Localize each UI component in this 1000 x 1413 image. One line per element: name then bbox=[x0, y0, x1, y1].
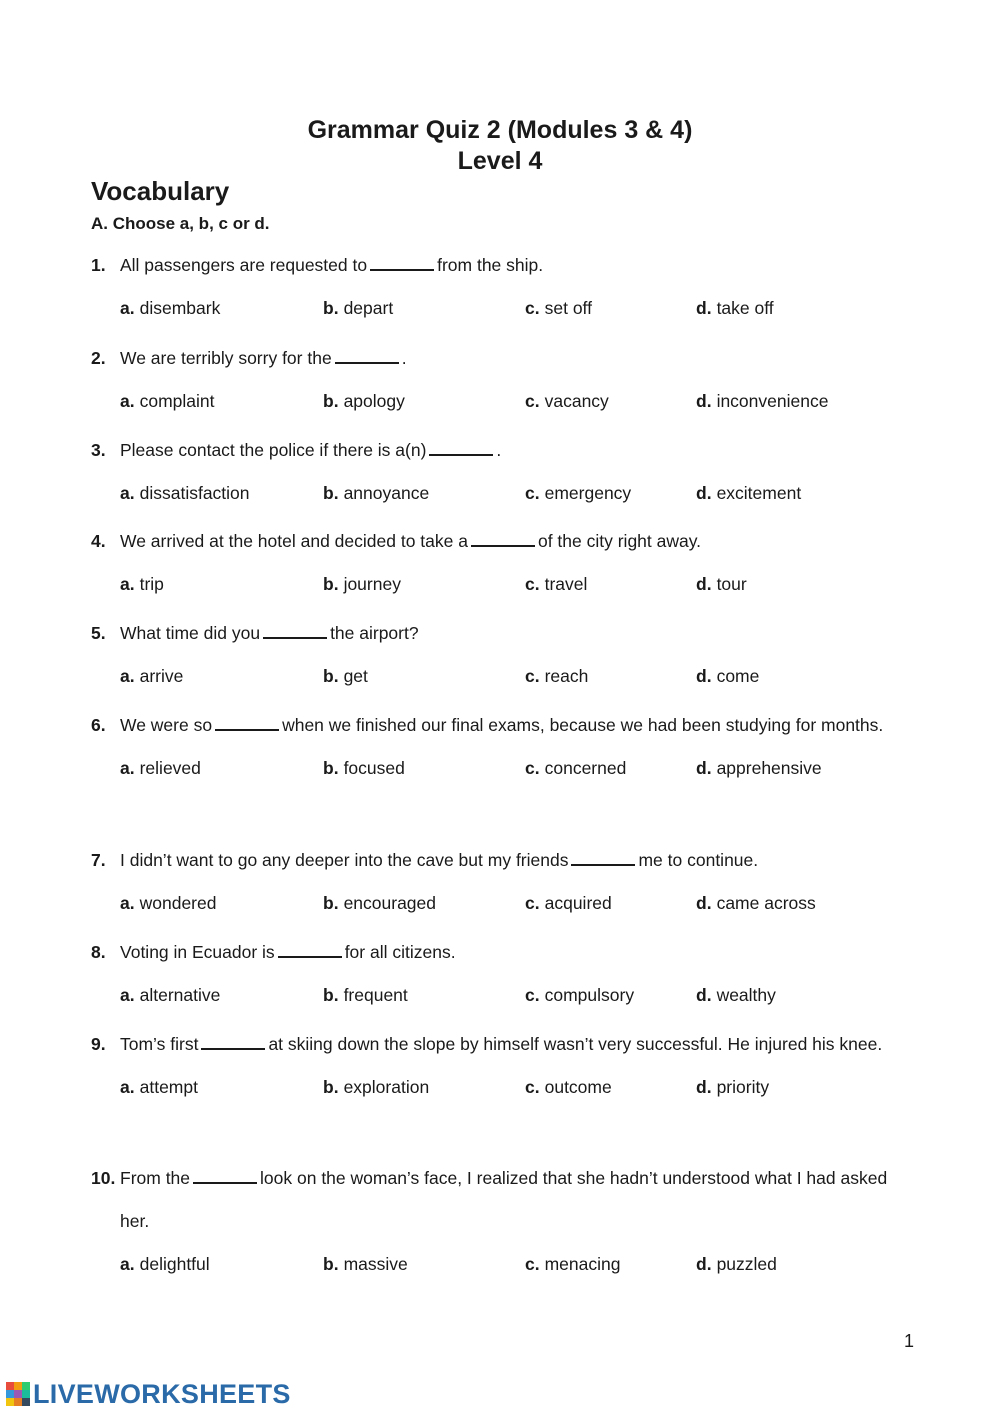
option-d[interactable] bbox=[696, 563, 747, 606]
answer-blank[interactable] bbox=[215, 712, 279, 731]
option-b[interactable] bbox=[323, 882, 436, 925]
option-text: apology bbox=[343, 391, 405, 411]
question-stem bbox=[91, 429, 911, 472]
option-text: outcome bbox=[544, 1077, 612, 1097]
question-text-before: All passengers are requested to bbox=[120, 255, 368, 275]
option-text: disembark bbox=[139, 298, 221, 318]
option-letter: b. bbox=[323, 298, 339, 318]
option-letter: d. bbox=[696, 1077, 712, 1097]
option-text: complaint bbox=[139, 391, 215, 411]
option-a[interactable] bbox=[120, 563, 164, 606]
option-c[interactable] bbox=[525, 655, 588, 698]
answer-options bbox=[91, 563, 911, 606]
question-stem bbox=[91, 839, 911, 882]
answer-blank[interactable] bbox=[278, 939, 342, 958]
option-letter: d. bbox=[696, 985, 712, 1005]
option-letter: d. bbox=[696, 298, 712, 318]
liveworksheets-logo bbox=[6, 1380, 291, 1408]
option-a[interactable] bbox=[120, 974, 220, 1017]
option-c[interactable] bbox=[525, 974, 634, 1017]
option-text: come bbox=[716, 666, 760, 686]
option-c[interactable] bbox=[525, 882, 612, 925]
option-text: apprehensive bbox=[716, 758, 822, 778]
option-letter: d. bbox=[696, 391, 712, 411]
answer-options bbox=[91, 655, 911, 698]
option-b[interactable] bbox=[323, 1243, 408, 1286]
option-text: depart bbox=[343, 298, 394, 318]
answer-blank[interactable] bbox=[471, 528, 535, 547]
logo-square bbox=[14, 1382, 22, 1390]
option-letter: b. bbox=[323, 666, 339, 686]
question-number: 10. bbox=[91, 1168, 116, 1188]
option-letter: d. bbox=[696, 893, 712, 913]
option-letter: c. bbox=[525, 666, 540, 686]
option-text: wealthy bbox=[716, 985, 776, 1005]
question-stem bbox=[91, 337, 911, 380]
logo-square bbox=[6, 1382, 14, 1390]
option-text: set off bbox=[544, 298, 592, 318]
option-text: arrive bbox=[139, 666, 184, 686]
option-a[interactable] bbox=[120, 472, 250, 515]
option-letter: b. bbox=[323, 574, 339, 594]
answer-options bbox=[91, 1243, 911, 1286]
question-text-after: at skiing down the slope by himself wasn’t very successful. He injured his knee. bbox=[268, 1034, 883, 1054]
logo-text: LIVEWORKSHEETS bbox=[33, 1378, 291, 1409]
option-b[interactable] bbox=[323, 472, 429, 515]
option-text: menacing bbox=[544, 1254, 621, 1274]
question-text-after: me to continue. bbox=[638, 850, 759, 870]
option-letter: c. bbox=[525, 298, 540, 318]
answer-options bbox=[91, 747, 911, 790]
option-text: compulsory bbox=[544, 985, 635, 1005]
option-letter: c. bbox=[525, 985, 540, 1005]
option-text: annoyance bbox=[343, 483, 430, 503]
question-text-before: What time did you bbox=[120, 623, 261, 643]
option-a[interactable] bbox=[120, 655, 183, 698]
question-text-before: Please contact the police if there is a(n) bbox=[120, 440, 427, 460]
question-number: 3. bbox=[91, 440, 106, 460]
option-text: concerned bbox=[544, 758, 627, 778]
question-3 bbox=[91, 429, 911, 515]
question-number: 9. bbox=[91, 1034, 106, 1054]
option-text: encouraged bbox=[343, 893, 437, 913]
question-text-before: Voting in Ecuador is bbox=[120, 942, 275, 962]
answer-options bbox=[91, 472, 911, 515]
section-instruction: A. Choose a, b, c or d. bbox=[91, 214, 270, 233]
option-a[interactable] bbox=[120, 380, 215, 423]
question-text-after: . bbox=[496, 440, 502, 460]
option-letter: a. bbox=[120, 298, 135, 318]
option-text: acquired bbox=[544, 893, 612, 913]
option-text: reach bbox=[544, 666, 589, 686]
option-text: puzzled bbox=[716, 1254, 777, 1274]
answer-options bbox=[91, 287, 911, 330]
option-text: emergency bbox=[544, 483, 632, 503]
option-text: came across bbox=[716, 893, 816, 913]
answer-options bbox=[91, 974, 911, 1017]
option-letter: c. bbox=[525, 391, 540, 411]
question-10 bbox=[91, 1157, 911, 1286]
logo-square bbox=[14, 1398, 22, 1406]
answer-blank[interactable] bbox=[335, 345, 399, 364]
option-text: delightful bbox=[139, 1254, 210, 1274]
option-text: wondered bbox=[139, 893, 217, 913]
option-letter: d. bbox=[696, 666, 712, 686]
option-text: frequent bbox=[343, 985, 408, 1005]
question-number: 2. bbox=[91, 348, 106, 368]
question-stem bbox=[91, 520, 911, 563]
option-letter: c. bbox=[525, 574, 540, 594]
option-b[interactable] bbox=[323, 1066, 429, 1109]
question-9 bbox=[91, 1023, 911, 1109]
page-number: 1 bbox=[904, 1331, 915, 1351]
option-letter: d. bbox=[696, 758, 712, 778]
question-text-before: Tom’s first bbox=[120, 1034, 199, 1054]
question-text-before: We were so bbox=[120, 715, 213, 735]
option-letter: b. bbox=[323, 483, 339, 503]
option-text: journey bbox=[343, 574, 401, 594]
option-d[interactable] bbox=[696, 472, 801, 515]
option-c[interactable] bbox=[525, 563, 587, 606]
option-c[interactable] bbox=[525, 1066, 612, 1109]
option-letter: b. bbox=[323, 1254, 339, 1274]
question-number: 1. bbox=[91, 255, 106, 275]
question-text-after: for all citizens. bbox=[344, 942, 456, 962]
question-6 bbox=[91, 704, 911, 790]
question-4 bbox=[91, 520, 911, 606]
option-c[interactable] bbox=[525, 472, 631, 515]
answer-options bbox=[91, 1066, 911, 1109]
question-stem bbox=[91, 1157, 911, 1243]
option-c[interactable] bbox=[525, 1243, 621, 1286]
option-letter: a. bbox=[120, 893, 135, 913]
answer-blank[interactable] bbox=[193, 1165, 257, 1184]
question-5 bbox=[91, 612, 911, 698]
question-8 bbox=[91, 931, 911, 1017]
option-letter: c. bbox=[525, 483, 540, 503]
question-number: 4. bbox=[91, 531, 106, 551]
option-d[interactable] bbox=[696, 882, 816, 925]
option-letter: a. bbox=[120, 758, 135, 778]
question-text-after: the airport? bbox=[330, 623, 419, 643]
answer-blank[interactable] bbox=[429, 437, 493, 456]
option-text: alternative bbox=[139, 985, 221, 1005]
option-text: priority bbox=[716, 1077, 770, 1097]
answer-blank[interactable] bbox=[571, 847, 635, 866]
question-text-after: of the city right away. bbox=[537, 531, 702, 551]
question-text-after: when we finished our final exams, because we had been studying for months. bbox=[282, 715, 884, 735]
option-a[interactable] bbox=[120, 1066, 198, 1109]
question-stem bbox=[91, 704, 911, 747]
option-b[interactable] bbox=[323, 974, 408, 1017]
option-text: excitement bbox=[716, 483, 802, 503]
answer-blank[interactable] bbox=[370, 252, 434, 271]
option-letter: b. bbox=[323, 1077, 339, 1097]
option-d[interactable] bbox=[696, 1066, 769, 1109]
question-text-before: We are terribly sorry for the bbox=[120, 348, 332, 368]
option-letter: a. bbox=[120, 985, 135, 1005]
logo-square bbox=[6, 1390, 14, 1398]
quiz-title: Grammar Quiz 2 (Modules 3 & 4) bbox=[307, 116, 693, 144]
option-letter: b. bbox=[323, 893, 339, 913]
option-b[interactable] bbox=[323, 287, 393, 330]
option-letter: b. bbox=[323, 758, 339, 778]
logo-mark-icon bbox=[6, 1382, 30, 1406]
question-2 bbox=[91, 337, 911, 423]
option-letter: a. bbox=[120, 574, 135, 594]
question-text-before: We arrived at the hotel and decided to take a bbox=[120, 531, 468, 551]
option-letter: b. bbox=[323, 391, 339, 411]
question-number: 6. bbox=[91, 715, 106, 735]
option-text: focused bbox=[343, 758, 405, 778]
option-text: relieved bbox=[139, 758, 201, 778]
question-stem bbox=[91, 244, 911, 287]
option-letter: c. bbox=[525, 1254, 540, 1274]
answer-options bbox=[91, 882, 911, 925]
option-a[interactable] bbox=[120, 287, 220, 330]
option-text: dissatisfaction bbox=[139, 483, 250, 503]
option-letter: d. bbox=[696, 483, 712, 503]
option-text: attempt bbox=[139, 1077, 198, 1097]
option-a[interactable] bbox=[120, 747, 201, 790]
option-letter: d. bbox=[696, 574, 712, 594]
option-text: take off bbox=[716, 298, 774, 318]
option-c[interactable] bbox=[525, 380, 609, 423]
option-letter: a. bbox=[120, 1077, 135, 1097]
option-d[interactable] bbox=[696, 287, 774, 330]
option-a[interactable] bbox=[120, 882, 216, 925]
logo-square bbox=[6, 1398, 14, 1406]
option-c[interactable] bbox=[525, 287, 592, 330]
logo-square bbox=[22, 1398, 30, 1406]
option-d[interactable] bbox=[696, 380, 828, 423]
question-text-after: . bbox=[401, 348, 407, 368]
option-letter: c. bbox=[525, 893, 540, 913]
option-letter: c. bbox=[525, 1077, 540, 1097]
question-1 bbox=[91, 244, 911, 330]
logo-square bbox=[22, 1390, 30, 1398]
option-text: tour bbox=[716, 574, 747, 594]
answer-blank[interactable] bbox=[263, 620, 327, 639]
option-b[interactable] bbox=[323, 380, 405, 423]
option-d[interactable] bbox=[696, 1243, 777, 1286]
option-b[interactable] bbox=[323, 563, 401, 606]
option-text: exploration bbox=[343, 1077, 430, 1097]
option-letter: a. bbox=[120, 1254, 135, 1274]
question-number: 8. bbox=[91, 942, 106, 962]
answer-options bbox=[91, 380, 911, 423]
option-letter: a. bbox=[120, 666, 135, 686]
option-text: inconvenience bbox=[716, 391, 829, 411]
option-text: travel bbox=[544, 574, 588, 594]
option-b[interactable] bbox=[323, 655, 368, 698]
quiz-level: Level 4 bbox=[457, 147, 543, 175]
option-d[interactable] bbox=[696, 974, 776, 1017]
option-text: vacancy bbox=[544, 391, 609, 411]
question-stem bbox=[91, 612, 911, 655]
option-letter: c. bbox=[525, 758, 540, 778]
question-number: 7. bbox=[91, 850, 106, 870]
question-text-before: From the bbox=[120, 1168, 191, 1188]
logo-square bbox=[22, 1382, 30, 1390]
option-text: get bbox=[343, 666, 368, 686]
option-letter: b. bbox=[323, 985, 339, 1005]
question-stem bbox=[91, 1023, 911, 1066]
option-c[interactable] bbox=[525, 747, 626, 790]
option-letter: d. bbox=[696, 1254, 712, 1274]
option-a[interactable] bbox=[120, 1243, 210, 1286]
answer-blank[interactable] bbox=[201, 1031, 265, 1050]
question-text-before: I didn’t want to go any deeper into the cave but my friends bbox=[120, 850, 569, 870]
option-text: trip bbox=[139, 574, 164, 594]
section-heading: Vocabulary bbox=[91, 176, 230, 206]
option-b[interactable] bbox=[323, 747, 405, 790]
option-letter: a. bbox=[120, 483, 135, 503]
question-7 bbox=[91, 839, 911, 925]
option-letter: a. bbox=[120, 391, 135, 411]
question-text-after: from the ship. bbox=[437, 255, 544, 275]
question-text-after: look on the woman’s face, I realized that she hadn’t understood what I had asked her. bbox=[120, 1168, 888, 1231]
option-text: massive bbox=[343, 1254, 408, 1274]
option-d[interactable] bbox=[696, 655, 759, 698]
option-d[interactable] bbox=[696, 747, 822, 790]
logo-square bbox=[14, 1390, 22, 1398]
question-number: 5. bbox=[91, 623, 106, 643]
question-stem bbox=[91, 931, 911, 974]
